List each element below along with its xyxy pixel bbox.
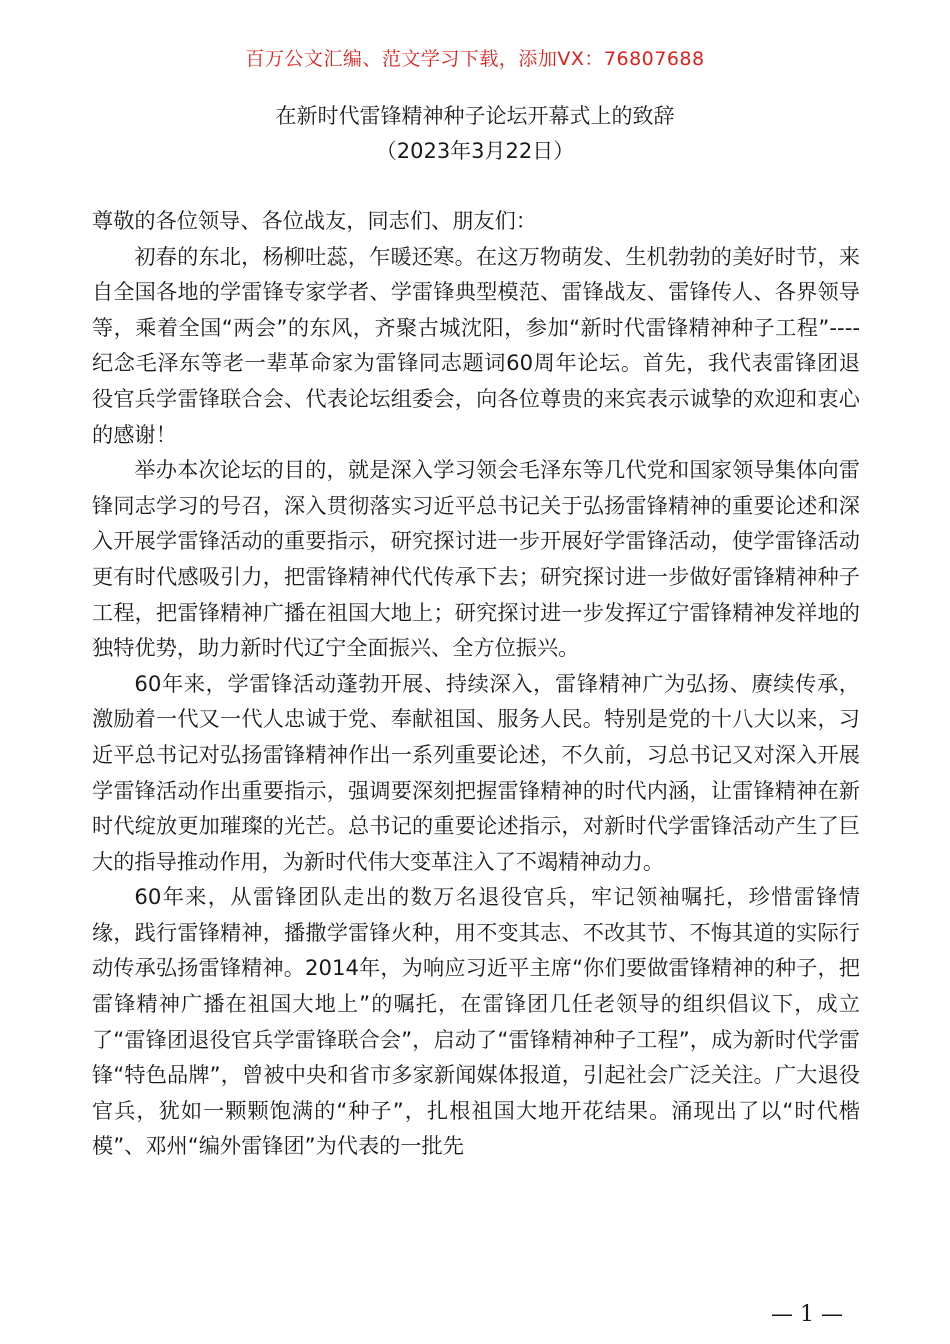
paragraph: 60年来，学雷锋活动蓬勃开展、持续深入，雷锋精神广为弘扬、赓续传承，激励着一代又一代人忠诚于党、奉献祖国、服务人民。特别是党的十八大以来，习近平总书记对弘扬雷锋精神作出一系列重要论述，不久前，习总书记又对深入开展学雷锋活动作出重要指示，强调要深刻把握雷锋精神的时代内涵，让雷锋精神在新时代绽放更加璀璨的光芒。总书记的重要论述指示，对新时代学雷锋活动产生了巨大的指导推动作用，为新时代伟大变革注入了不竭精神动力。: [92, 670, 860, 874]
document-body: [92, 203, 860, 1164]
header-banner: 百万公文汇编、范文学习下载，添加VX：76807688: [245, 48, 705, 70]
page-number: — 1 —: [771, 1302, 843, 1327]
document-date: （2023年3月22日）: [375, 139, 575, 163]
paragraph: 初春的东北，杨柳吐蕊，乍暖还寒。在这万物萌发、生机勃勃的美好时节，来自全国各地的学雷锋专家学者、学雷锋典型模范、雷锋战友、雷锋传人、各界领导等，乘着全国“两会”的东风，齐聚古城沈阳，参加“新时代雷锋精神种子工程”----纪念毛泽东等老一辈革命家为雷锋同志题词60周年论坛。首先，我代表雷锋团退役官兵学雷锋联合会、代表论坛组委会，向各位尊贵的来宾表示诚挚的欢迎和衷心的感谢！: [92, 243, 860, 447]
document-title: 在新时代雷锋精神种子论坛开幕式上的致辞: [275, 104, 675, 128]
salutation: 尊敬的各位领导、各位战友，同志们、朋友们：: [92, 208, 537, 233]
paragraph: 60年来，从雷锋团队走出的数万名退役官兵，牢记领袖嘱托，珍惜雷锋情缘，践行雷锋精神，播撒学雷锋火种，用不变其志、不改其节、不悔其道的实际行动传承弘扬雷锋精神。2014年，为响应习近平主席“你们要做雷锋精神的种子，把雷锋精神广播在祖国大地上”的嘱托，在雷锋团几任老领导的组织倡议下，成立了“雷锋团退役官兵学雷锋联合会”，启动了“雷锋精神种子工程”，成为新时代学雷锋“特色品牌”，曾被中央和省市多家新闻媒体报道，引起社会广泛关注。广大退役官兵，犹如一颗颗饱满的“种子”，扎根祖国大地开花结果。涌现出了以“时代楷模”、邓州“编外雷锋团”为代表的一批先: [92, 884, 860, 1159]
paragraph: 举办本次论坛的目的，就是深入学习领会毛泽东等几代党和国家领导集体向雷锋同志学习的号召，深入贯彻落实习近平总书记关于弘扬雷锋精神的重要论述和深入开展学雷锋活动的重要指示，研究探讨进一步开展好学雷锋活动，使学雷锋活动更有时代感吸引力，把雷锋精神代代传承下去；研究探讨进一步做好雷锋精神种子工程，把雷锋精神广播在祖国大地上；研究探讨进一步发挥辽宁雷锋精神发祥地的独特优势，助力新时代辽宁全面振兴、全方位振兴。: [92, 457, 860, 661]
